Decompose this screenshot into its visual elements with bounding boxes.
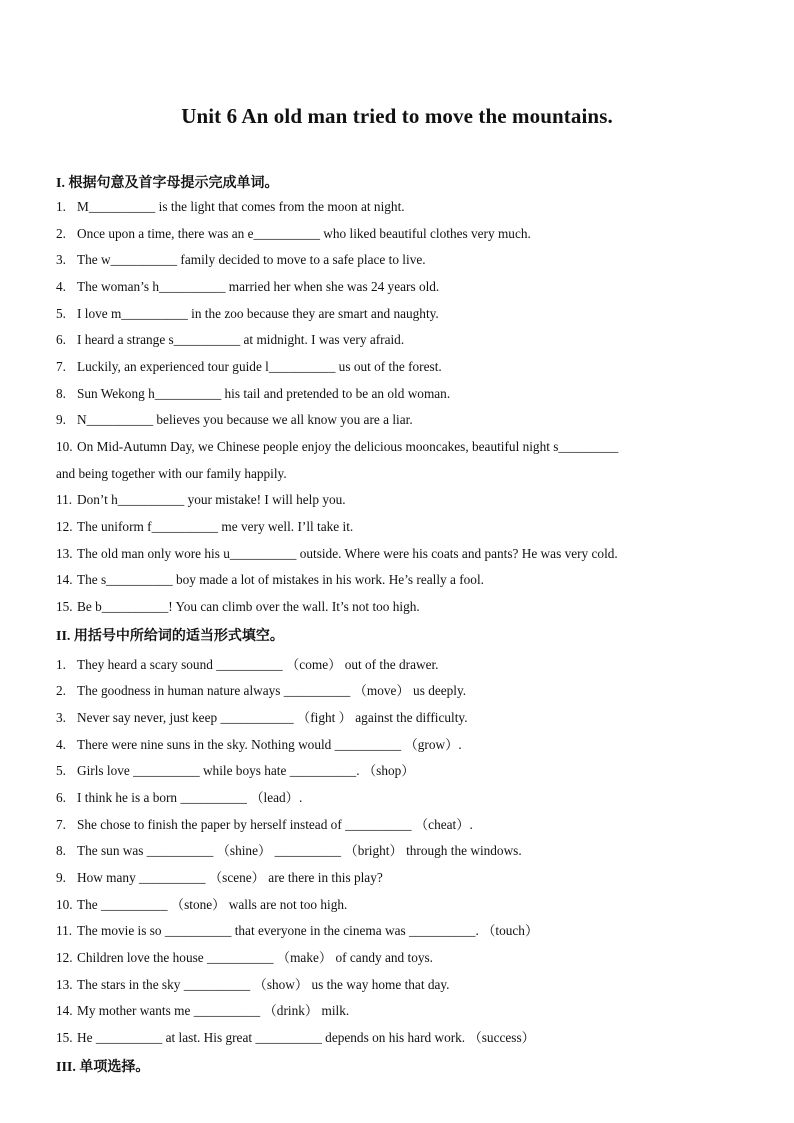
list-item: 10. On Mid-Autumn Day, we Chinese people enjoy the delicious mooncakes, beautiful night s_________ and being together with our family happily. xyxy=(56,439,619,481)
list-item: 14. The s__________ boy made a lot of mistakes in his work. He’s really a fool. xyxy=(56,572,484,587)
section-2-heading: II. 用括号中所给词的适当形式填空。 xyxy=(56,629,284,644)
list-item: 6. I think he is a born __________ （lead）. xyxy=(56,790,303,805)
list-item: 9. How many __________ （scene） are there in this play? xyxy=(56,870,383,885)
list-item: 5. I love m__________ in the zoo because they are smart and naughty. xyxy=(56,306,439,321)
list-item: 8. Sun Wekong h__________ his tail and pretended to be an old woman. xyxy=(56,386,451,401)
list-item: 4. The woman’s h__________ married her when she was 24 years old. xyxy=(56,279,440,294)
list-item: 11. Don’t h__________ your mistake! I will help you. xyxy=(56,492,346,507)
list-item: 13. The old man only wore his u__________ outside. Where were his coats and pants? He was very cold. xyxy=(56,546,618,561)
list-item: 2. Once upon a time, there was an e__________ who liked beautiful clothes very much. xyxy=(56,226,531,241)
list-item: 10. The __________ （stone） walls are not too high. xyxy=(56,897,348,912)
list-item: 13. The stars in the sky __________ （show） us the way home that day. xyxy=(56,977,450,992)
section-3-heading: III. 单项选择。 xyxy=(56,1060,150,1075)
list-item: 7. She chose to finish the paper by herself instead of __________ （cheat）. xyxy=(56,817,473,832)
list-item: 3. The w__________ family decided to move to a safe place to live. xyxy=(56,252,426,267)
list-item: 3. Never say never, just keep ___________ （fight ） against the difficulty. xyxy=(56,710,468,725)
list-item: 7. Luckily, an experienced tour guide l__________ us out of the forest. xyxy=(56,359,442,374)
list-item: 12. Children love the house __________ （make） of candy and toys. xyxy=(56,950,433,965)
list-item: 14. My mother wants me __________ （drink） milk. xyxy=(56,1003,350,1018)
list-item: 11. The movie is so __________ that everyone in the cinema was __________. （touch） xyxy=(56,923,539,938)
list-item: 4. There were nine suns in the sky. Nothing would __________ （grow）. xyxy=(56,737,462,752)
list-item: 8. The sun was __________ （shine） __________ （bright） through the windows. xyxy=(56,843,522,858)
list-item: 5. Girls love __________ while boys hate __________. （shop） xyxy=(56,763,415,778)
list-item: 1. M__________ is the light that comes from the moon at night. xyxy=(56,199,405,214)
section-1-heading: I. 根据句意及首字母提示完成单词。 xyxy=(56,176,279,191)
list-item: 12. The uniform f__________ me very well. I’ll take it. xyxy=(56,519,354,534)
list-item: 6. I heard a strange s__________ at midnight. I was very afraid. xyxy=(56,332,405,347)
list-item: 2. The goodness in human nature always __________ （move） us deeply. xyxy=(56,683,467,698)
list-item: 9. N__________ believes you because we all know you are a liar. xyxy=(56,412,413,427)
list-item: 1. They heard a scary sound __________ （come） out of the drawer. xyxy=(56,657,439,672)
list-item: 15. He __________ at last. His great __________ depends on his hard work. （success） xyxy=(56,1030,535,1045)
list-item: 15. Be b__________! You can climb over the wall. It’s not too high. xyxy=(56,599,420,614)
page-title: Unit 6 An old man tried to move the mountains. xyxy=(181,104,613,128)
